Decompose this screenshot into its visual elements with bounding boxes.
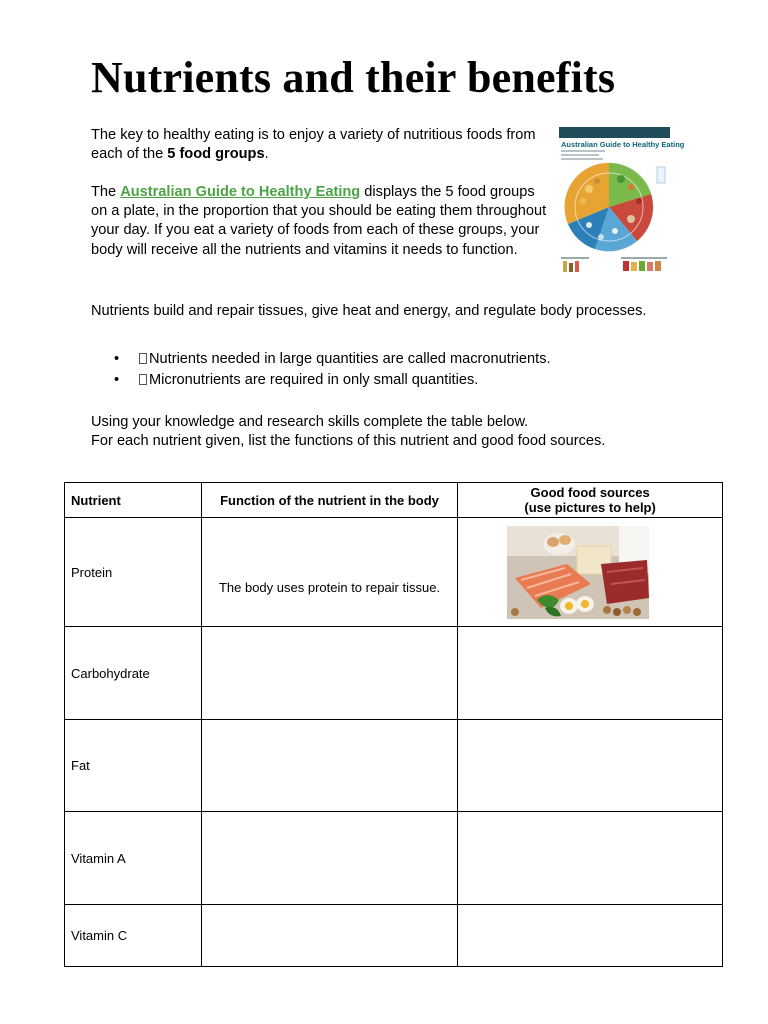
list-item	[91, 349, 551, 370]
table-row	[65, 627, 723, 720]
intro-text: The key to healthy eating is to enjoy a variety of nutritious foods from each of the	[91, 127, 536, 163]
nutrient-name-cell: Vitamin A	[65, 812, 202, 905]
bullet-text: Nutrients needed in large quantities are called macronutrients.	[149, 351, 551, 367]
sources-cell[interactable]	[458, 905, 723, 967]
bullet-text: Micronutrients are required in only small quantities.	[149, 372, 479, 388]
protein-foods-photo	[507, 526, 649, 619]
sources-cell[interactable]	[458, 812, 723, 905]
function-cell[interactable]: The body uses protein to repair tissue.	[201, 518, 457, 627]
intro-end: .	[264, 146, 269, 163]
table-row	[65, 518, 723, 627]
missing-glyph-icon	[139, 374, 147, 385]
page-title: Nutrients and their benefits	[91, 53, 616, 102]
nutrient-name-cell: Fat	[65, 720, 202, 812]
list-item	[91, 370, 551, 391]
table-row	[65, 905, 723, 967]
function-cell[interactable]	[201, 720, 457, 812]
food-groups-bold: 5 food groups	[167, 146, 265, 163]
sources-cell[interactable]	[458, 627, 723, 720]
nutrient-table	[64, 482, 723, 967]
header-sources-line2: (use pictures to help)	[524, 500, 656, 515]
intro-paragraph	[91, 126, 541, 164]
instructions-line-2: For each nutrient given, list the functions of this nutrient and good food sources.	[91, 433, 606, 450]
food-guide-poster	[559, 127, 685, 275]
nutrient-bullet-list	[91, 349, 551, 391]
guide-post: displays the 5 food groups on a plate, in the proportion that you should be eating them throughout your day. If you eat a variety of foods from each of these groups, your body will receive all the nutrients and vitamins it needs to function.	[91, 184, 547, 258]
header-nutrient: Nutrient	[65, 483, 202, 518]
function-cell[interactable]	[201, 812, 457, 905]
bullet-icon: •	[114, 372, 120, 388]
instructions-line-1: Using your knowledge and research skills complete the table below.	[91, 414, 529, 430]
nutrient-name-cell: Vitamin C	[65, 905, 202, 967]
poster-heading: Australian Guide to Healthy Eating	[561, 140, 685, 149]
sources-cell[interactable]	[458, 518, 723, 627]
guide-pre: The	[91, 184, 121, 200]
function-cell[interactable]	[201, 905, 457, 967]
header-function: Function of the nutrient in the body	[201, 483, 457, 518]
sources-cell[interactable]	[458, 720, 723, 812]
guide-paragraph	[91, 183, 553, 260]
table-header-row	[65, 483, 723, 518]
table-row	[65, 720, 723, 812]
instructions-paragraph	[91, 413, 691, 451]
nutrients-paragraph: Nutrients build and repair tissues, give heat and energy, and regulate body processes.	[91, 303, 647, 319]
table-row	[65, 812, 723, 905]
bullet-icon: •	[114, 351, 120, 367]
guide-link[interactable]: Australian Guide to Healthy Eating	[120, 184, 361, 200]
nutrient-name-cell: Protein	[65, 518, 202, 627]
missing-glyph-icon	[139, 353, 147, 364]
header-sources	[458, 483, 723, 518]
food-plate-illustration	[559, 127, 670, 275]
header-sources-line1: Good food sources	[530, 485, 650, 500]
nutrient-name-cell: Carbohydrate	[65, 627, 202, 720]
function-cell[interactable]	[201, 627, 457, 720]
